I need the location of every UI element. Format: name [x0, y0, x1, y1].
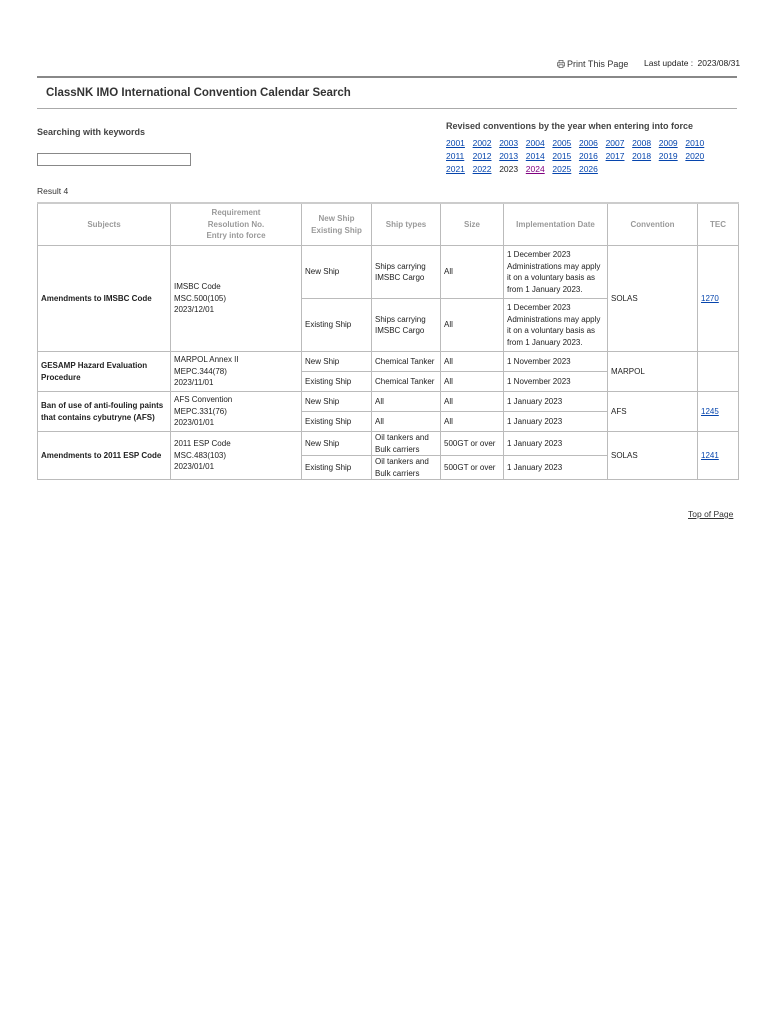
- last-update-value: 2023/08/31: [697, 58, 741, 68]
- year-link-2022[interactable]: 2022: [472, 164, 492, 174]
- result-count: Result 4: [37, 186, 69, 196]
- requirement-line: 2023/12/01: [174, 305, 215, 315]
- subject-cell: Ban of use of anti-fouling paints that contains cybutryne (AFS): [38, 392, 171, 432]
- requirement-line: 2023/11/01: [174, 378, 214, 388]
- ship-type-cell: All: [372, 392, 441, 412]
- size-cell: 500GT or over: [441, 456, 504, 480]
- ship-type-cell: Oil tankers and Bulk carriers: [372, 456, 441, 480]
- requirement-line: MEPC.331(76): [174, 406, 227, 416]
- year-link-2001[interactable]: 2001: [446, 138, 465, 148]
- ship-type-cell: Ships carrying IMSBC Cargo: [372, 299, 441, 352]
- year-link-2007[interactable]: 2007: [605, 138, 625, 148]
- ship-cell: New Ship: [302, 352, 372, 372]
- ship-type-cell: Chemical Tanker: [372, 352, 441, 372]
- header-subjects: Subjects: [38, 203, 171, 246]
- size-cell: All: [441, 299, 504, 352]
- year-link-2002[interactable]: 2002: [472, 138, 492, 148]
- requirement-line: MSC.500(105): [174, 293, 227, 303]
- header-requirement: [171, 203, 302, 246]
- ship-cell: New Ship: [302, 432, 372, 456]
- convention-table: [37, 202, 739, 480]
- size-cell: All: [441, 246, 504, 299]
- printer-icon: [557, 60, 565, 68]
- size-cell: All: [441, 372, 504, 392]
- ship-cell: New Ship: [302, 392, 372, 412]
- implementation-cell: 1 December 2023 Administrations may apply it on a voluntary basis as from 1 January 2023.: [504, 246, 608, 299]
- year-link-2005[interactable]: 2005: [552, 138, 572, 148]
- requirement-line: 2023/01/01: [174, 462, 215, 472]
- table-row: [38, 432, 739, 456]
- year-link-2023: 2023: [499, 164, 519, 174]
- header-ship: [302, 203, 372, 246]
- size-cell: All: [441, 352, 504, 372]
- last-update: [642, 58, 740, 68]
- year-link-2012[interactable]: 2012: [472, 151, 492, 161]
- requirement-cell: [171, 392, 302, 432]
- year-links: [446, 137, 736, 175]
- table-row: [38, 392, 739, 412]
- year-link-2014[interactable]: 2014: [525, 151, 545, 161]
- year-link-2016[interactable]: 2016: [578, 151, 598, 161]
- convention-cell: MARPOL: [608, 352, 698, 392]
- requirement-line: MARPOL Annex II: [174, 355, 239, 365]
- year-link-2024[interactable]: 2024: [525, 164, 545, 174]
- tec-cell: [698, 392, 739, 432]
- header-requirement-line: Entry into force: [206, 231, 266, 241]
- year-link-2021[interactable]: 2021: [446, 164, 465, 174]
- header-requirement-line: Resolution No.: [207, 219, 265, 229]
- year-link-2018[interactable]: 2018: [632, 151, 652, 161]
- requirement-line: MSC.483(103): [174, 450, 227, 460]
- year-link-2026[interactable]: 2026: [578, 164, 598, 174]
- year-link-2020[interactable]: 2020: [685, 151, 705, 161]
- year-link-2010[interactable]: 2010: [685, 138, 705, 148]
- table-header-row: [38, 203, 739, 246]
- requirement-line: MEPC.344(78): [174, 366, 227, 376]
- ship-cell: Existing Ship: [302, 372, 372, 392]
- subject-cell: GESAMP Hazard Evaluation Procedure: [38, 352, 171, 392]
- header-size: Size: [441, 203, 504, 246]
- subject-cell: Amendments to IMSBC Code: [38, 246, 171, 352]
- header-ship-line: New Ship: [318, 214, 355, 223]
- revised-years-label: Revised conventions by the year when entering into force: [446, 121, 694, 131]
- requirement-cell: [171, 246, 302, 352]
- tec-cell: [698, 432, 739, 480]
- requirement-line: IMSBC Code: [174, 282, 221, 292]
- ship-type-cell: All: [372, 412, 441, 432]
- table-row: [38, 352, 739, 372]
- header-ship-line: Existing Ship: [311, 225, 362, 235]
- requirement-cell: [171, 432, 302, 480]
- keywords-label: Searching with keywords: [37, 127, 146, 137]
- year-link-2025[interactable]: 2025: [552, 164, 572, 174]
- requirement-line: AFS Convention: [174, 395, 233, 405]
- header-convention: Convention: [608, 203, 698, 246]
- header-tec: TEC: [698, 203, 739, 246]
- page-title-bar: [37, 76, 737, 109]
- tec-link[interactable]: 1241: [701, 450, 719, 460]
- year-link-2013[interactable]: 2013: [499, 151, 519, 161]
- implementation-cell: 1 January 2023: [504, 432, 608, 456]
- tec-cell: [698, 352, 739, 392]
- year-link-2015[interactable]: 2015: [552, 151, 572, 161]
- size-cell: All: [441, 392, 504, 412]
- requirement-line: 2023/01/01: [174, 418, 215, 428]
- implementation-cell: 1 January 2023: [504, 456, 608, 480]
- implementation-cell: 1 December 2023 Administrations may apply it on a voluntary basis as from 1 January 2023.: [504, 299, 608, 352]
- implementation-cell: 1 November 2023: [504, 372, 608, 392]
- tec-link[interactable]: 1245: [701, 406, 719, 416]
- size-cell: 500GT or over: [441, 432, 504, 456]
- top-of-page-link[interactable]: Top of Page: [688, 509, 734, 519]
- year-link-2017[interactable]: 2017: [605, 151, 625, 161]
- ship-type-cell: Ships carrying IMSBC Cargo: [372, 246, 441, 299]
- requirement-line: 2011 ESP Code: [174, 439, 231, 449]
- ship-cell: New Ship: [302, 246, 372, 299]
- requirement-cell: [171, 352, 302, 392]
- implementation-cell: 1 January 2023: [504, 392, 608, 412]
- tec-link[interactable]: 1270: [701, 293, 719, 303]
- year-link-2019[interactable]: 2019: [658, 151, 678, 161]
- year-link-2011[interactable]: 2011: [446, 151, 465, 161]
- year-link-2004[interactable]: 2004: [525, 138, 545, 148]
- subject-cell: Amendments to 2011 ESP Code: [38, 432, 171, 480]
- convention-cell: SOLAS: [608, 432, 698, 480]
- year-link-2008[interactable]: 2008: [632, 138, 652, 148]
- ship-cell: Existing Ship: [302, 412, 372, 432]
- table-row: [38, 246, 739, 299]
- size-cell: All: [441, 412, 504, 432]
- header-ship-types: Ship types: [372, 203, 441, 246]
- print-page-link[interactable]: [557, 59, 628, 69]
- convention-cell: AFS: [608, 392, 698, 432]
- convention-cell: SOLAS: [608, 246, 698, 352]
- header-implementation-date: Implementation Date: [504, 203, 608, 246]
- implementation-cell: 1 November 2023: [504, 352, 608, 372]
- print-page-label: Print This Page: [567, 59, 629, 69]
- ship-type-cell: Chemical Tanker: [372, 372, 441, 392]
- year-link-2003[interactable]: 2003: [499, 138, 519, 148]
- page-title: ClassNK IMO International Convention Calendar Search: [46, 87, 351, 99]
- year-link-2009[interactable]: 2009: [658, 138, 678, 148]
- year-link-2006[interactable]: 2006: [578, 138, 598, 148]
- last-update-label: Last update :: [644, 58, 694, 68]
- header-requirement-line: Requirement: [211, 208, 261, 218]
- ship-type-cell: Oil tankers and Bulk carriers: [372, 432, 441, 456]
- ship-cell: Existing Ship: [302, 456, 372, 480]
- tec-cell: [698, 246, 739, 352]
- ship-cell: Existing Ship: [302, 299, 372, 352]
- implementation-cell: 1 January 2023: [504, 412, 608, 432]
- keywords-input[interactable]: [37, 153, 191, 166]
